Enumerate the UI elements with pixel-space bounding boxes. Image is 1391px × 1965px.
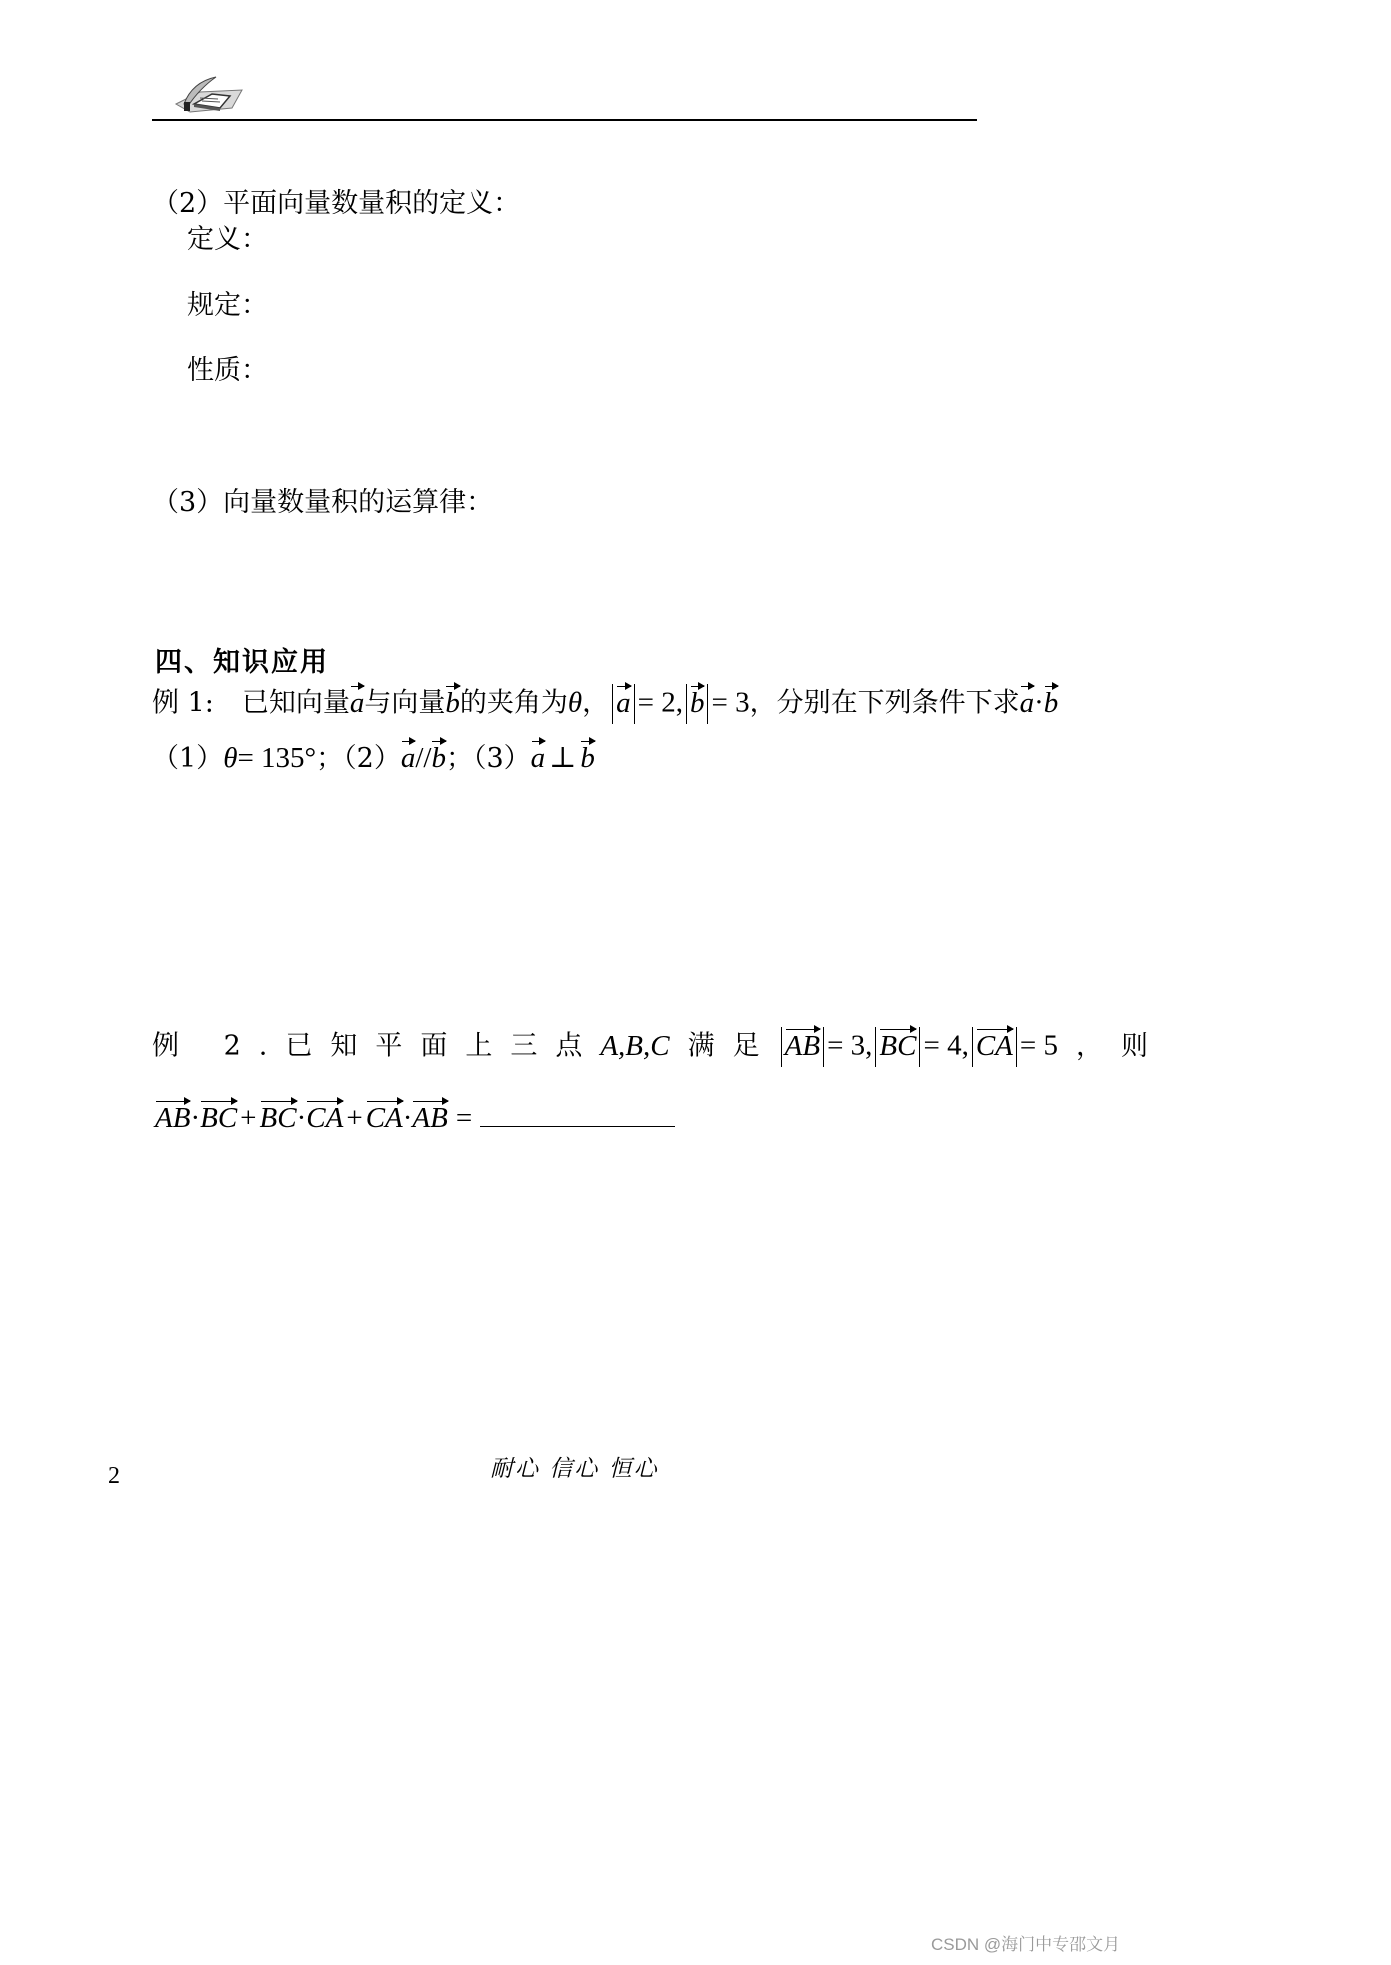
example-1-text-4: ，分别在下列条件下求 — [749, 687, 1020, 719]
norm-vector-ca: CA — [975, 1029, 1013, 1062]
vector-b: b — [445, 686, 460, 719]
example-1-text-3: 的夹角为 — [459, 687, 568, 719]
example-2-label: 例 2. — [152, 1030, 286, 1062]
example-1-label: 例 1: — [152, 687, 214, 719]
perpendicular-symbol: ⊥ — [549, 742, 577, 774]
example-2-text-3: ，则 — [1076, 1030, 1167, 1062]
vector-a: a — [349, 686, 365, 719]
expr-dot-2: · — [296, 1102, 307, 1134]
example-2-text-1: 已知平面上三点 — [285, 1030, 601, 1062]
norm-b-value: = 3 — [711, 686, 750, 719]
norm-a-vector: a — [616, 686, 631, 719]
condition-3-label: ；（3） — [445, 743, 531, 774]
condition-1-value: = 135° — [237, 742, 317, 774]
dot-operator: · — [1034, 686, 1044, 719]
section-4-title: 四、知识应用 — [155, 647, 329, 678]
answer-blank[interactable] — [480, 1104, 675, 1127]
expr-vector-bc-1: BC — [200, 1102, 238, 1134]
expr-vector-bc-2: BC — [259, 1102, 297, 1134]
example-2-text-2: 满足 — [687, 1030, 778, 1062]
expr-equals: = — [455, 1102, 473, 1134]
condition-2-b: b — [431, 742, 446, 774]
expr-plus-1: + — [240, 1102, 257, 1134]
condition-2-label: ；（2） — [316, 743, 401, 774]
expr-vector-ca-2: CA — [365, 1102, 403, 1134]
condition-1-theta: θ — [223, 742, 238, 774]
example-2-expression — [155, 1100, 675, 1137]
expr-plus-2: + — [346, 1102, 363, 1134]
dot-product-a: a — [1019, 686, 1035, 719]
condition-1-label: （1） — [152, 743, 224, 774]
example-2-statement — [152, 1027, 1166, 1067]
example-1-text-1: 已知向量 — [241, 687, 350, 719]
footer-motto: 耐心 信心 恒心 — [490, 1456, 659, 1482]
condition-3-a: a — [530, 742, 546, 774]
norm-vector-ab: AB — [784, 1029, 821, 1062]
expr-dot-3: · — [402, 1102, 413, 1134]
property-label: 性质： — [187, 355, 268, 386]
example-1-statement — [152, 684, 1058, 724]
norm-ab-value: = 3, — [827, 1029, 873, 1062]
condition-3-b: b — [580, 742, 595, 774]
example-1-comma: ， — [582, 687, 610, 719]
norm-a-value: = 2, — [637, 686, 683, 719]
book-and-quill-logo-icon — [172, 74, 250, 118]
example-1-text-2: 与向量 — [364, 687, 446, 719]
points-abc: A,B,C — [600, 1029, 670, 1062]
section-2-title: （2）平面向量数量积的定义： — [152, 188, 521, 219]
condition-2-a: a — [400, 742, 416, 774]
page-number: 2 — [108, 1463, 120, 1489]
expr-dot-1: · — [190, 1102, 201, 1134]
watermark: CSDN @海门中专邵文月 — [931, 1935, 1121, 1954]
expr-vector-ca-1: CA — [306, 1102, 344, 1134]
dot-product-b: b — [1043, 686, 1059, 719]
rule-label: 规定： — [187, 290, 268, 321]
header-rule — [152, 119, 977, 121]
example-1-conditions — [152, 740, 595, 777]
section-3-title: （3）向量数量积的运算律： — [152, 487, 494, 518]
norm-b-vector: b — [689, 686, 705, 719]
expr-vector-ab-2: AB — [412, 1102, 448, 1134]
theta-symbol: θ — [567, 686, 583, 719]
norm-ca-value: = 5 — [1019, 1029, 1059, 1062]
expr-vector-ab-1: AB — [155, 1102, 191, 1134]
norm-bc-value: = 4, — [923, 1029, 969, 1062]
definition-label: 定义： — [187, 224, 268, 255]
norm-vector-bc: BC — [879, 1029, 917, 1062]
parallel-symbol: // — [415, 742, 432, 774]
